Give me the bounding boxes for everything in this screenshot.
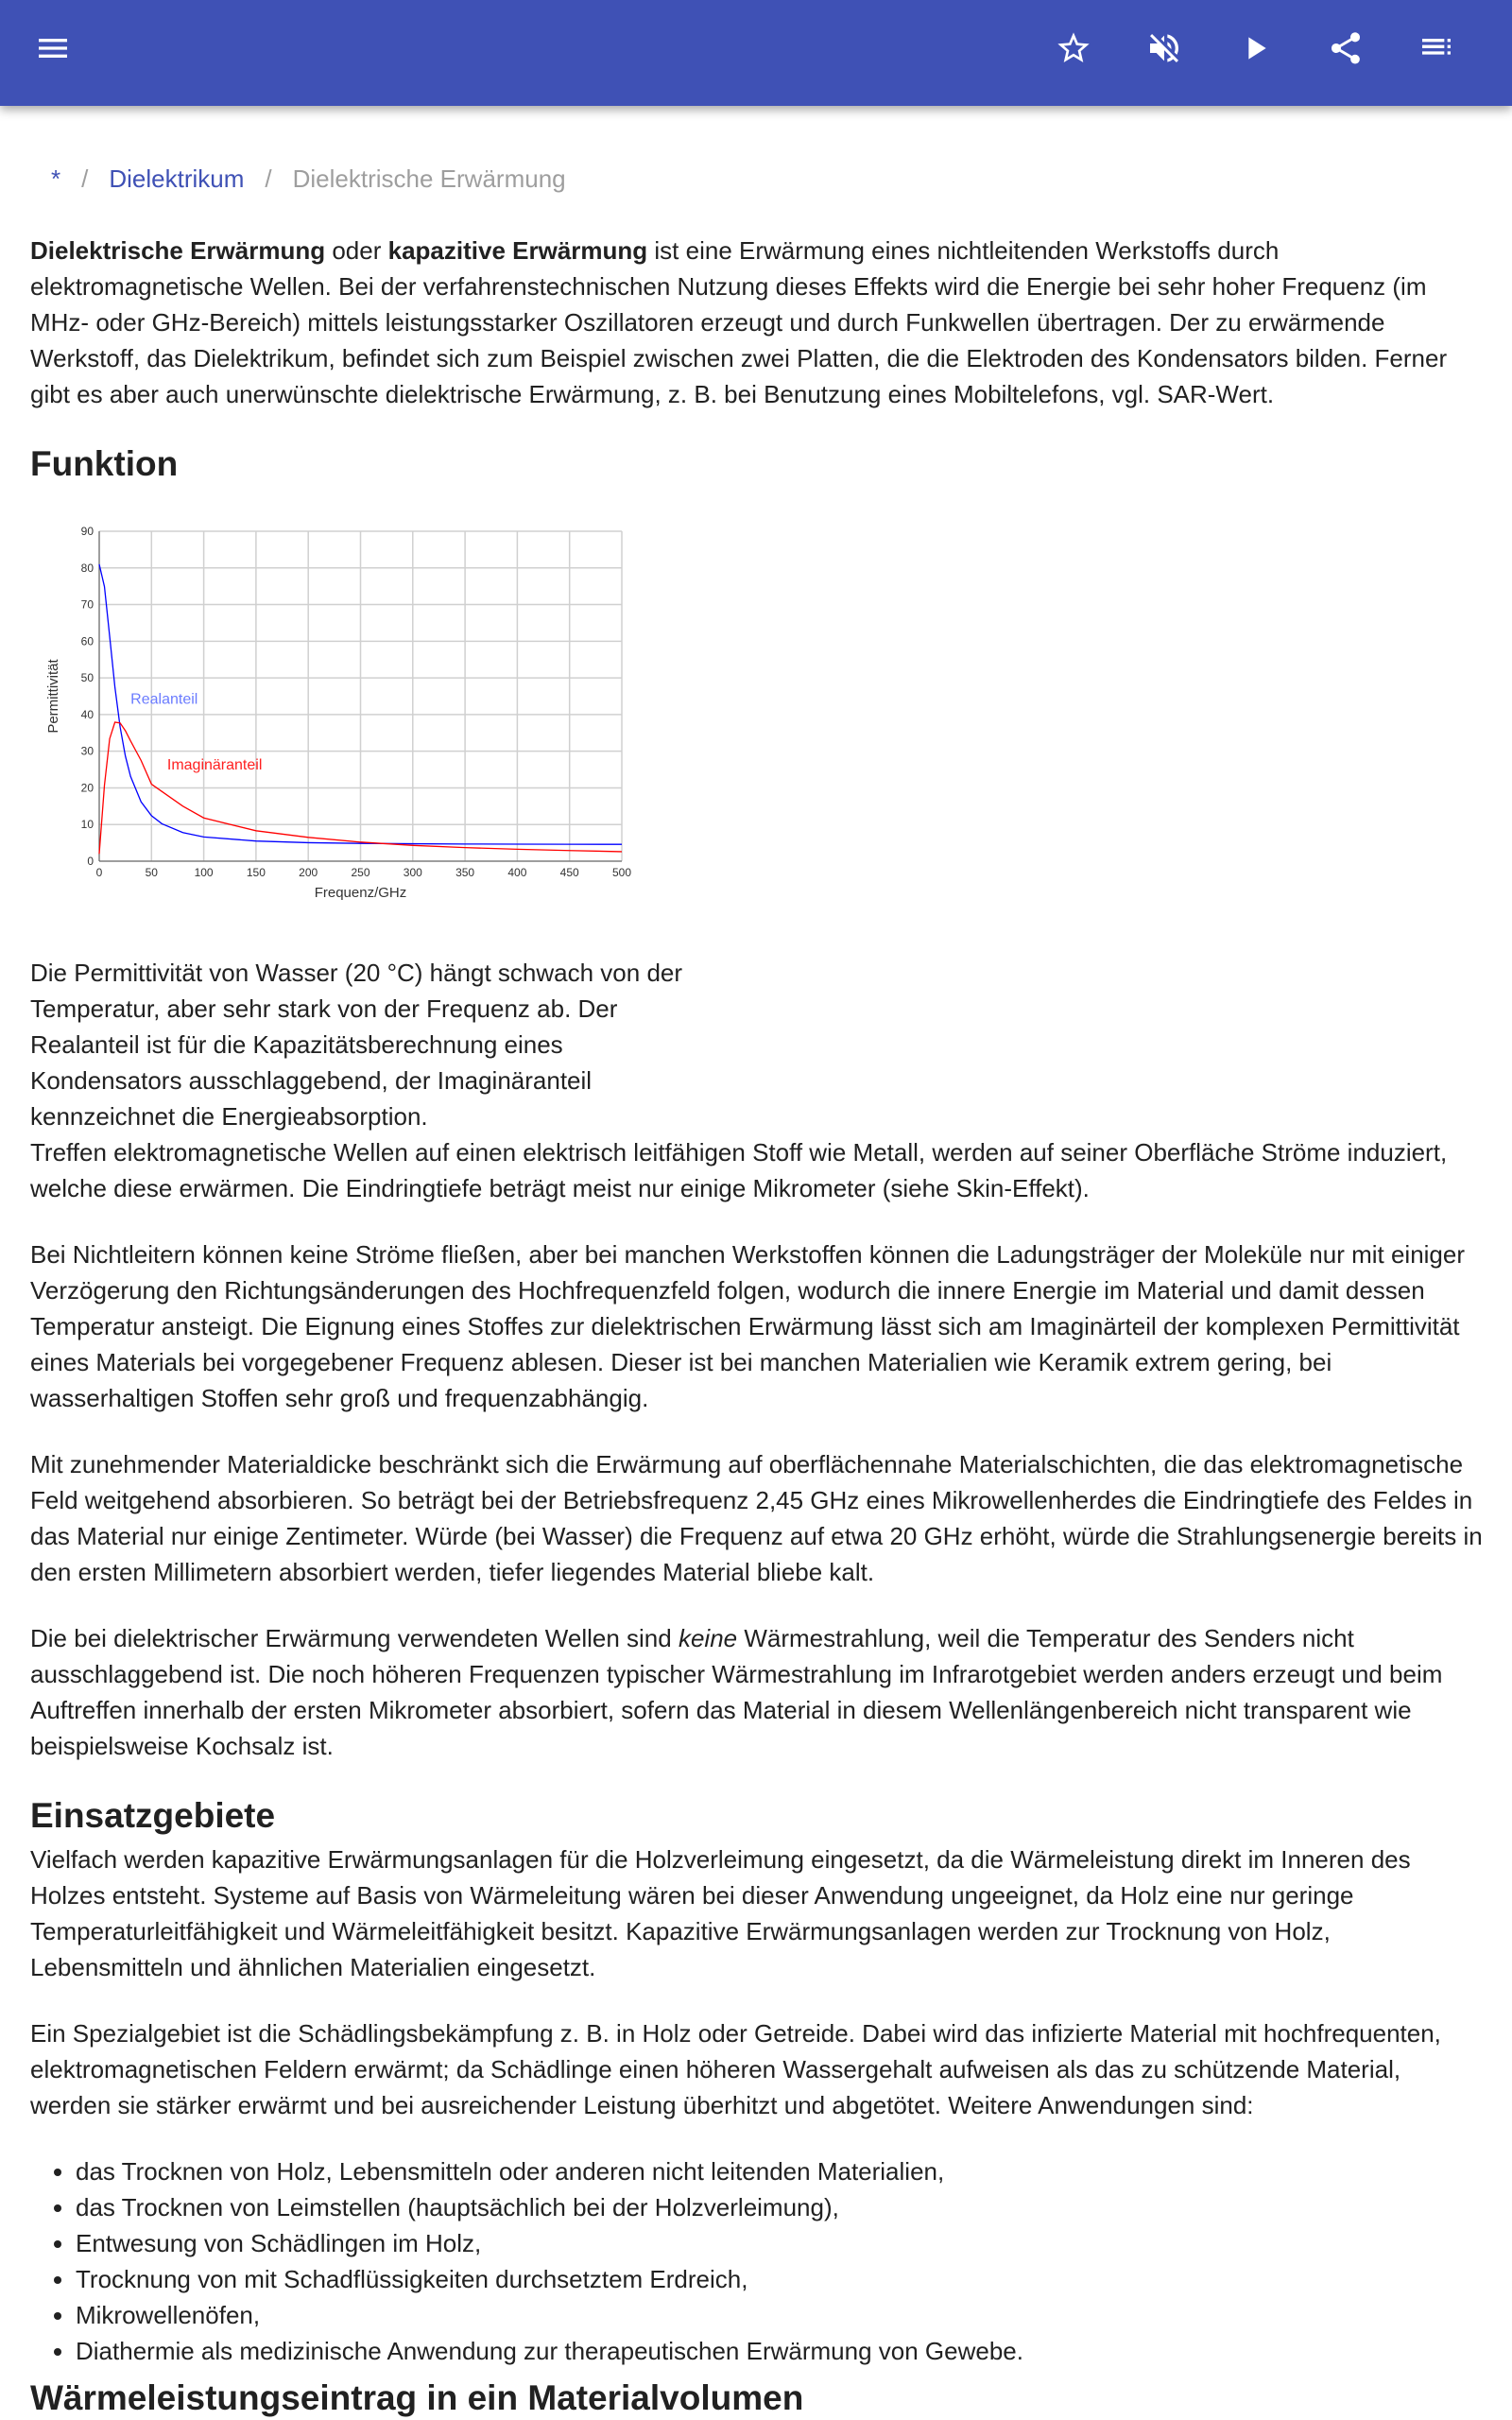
share-button[interactable] (1323, 30, 1368, 76)
breadcrumb (30, 161, 1486, 197)
list-item: • Entwesung von Schädlingen im Holz, (76, 2225, 1486, 2261)
x-tick-label: 0 (95, 866, 103, 879)
list-item: • Trocknung von mit Schadflüssigkeiten durchsetztem Erdreich, (76, 2261, 1486, 2297)
paragraph: Mit zunehmender Materialdicke beschränkt sich die Erwärmung auf oberflächennahe Materialschichten, die das elektromagnetische Feld weitgehend absorbieren. So beträgt bei der Betriebsfrequenz 2,45 GHz eines Mikrowellenherdes die Eindringtiefe des Feldes in das Material nur einige Zentimeter. Würde (bei Wasser) die Frequenz auf etwa 20 GHz erhöht, würde die Strahlungsenergie bereits in den ersten Millimetern absorbiert werden, tiefer liegendes Material bliebe kalt. (30, 1450, 1483, 1586)
text: oder (325, 236, 388, 265)
paragraph (30, 1620, 1486, 1764)
menu-button[interactable] (30, 30, 76, 76)
y-tick-label: 90 (80, 525, 94, 538)
volume-off-icon (1145, 29, 1183, 77)
breadcrumb-parent[interactable]: Dielektrikum (109, 164, 245, 193)
y-tick-label: 30 (80, 744, 94, 758)
series-label: Realanteil (130, 691, 198, 708)
menu-icon (34, 29, 72, 77)
x-tick-label: 400 (507, 866, 527, 879)
y-tick-label: 50 (80, 671, 94, 685)
y-tick-label: 60 (80, 634, 94, 648)
breadcrumb-separator: / (265, 164, 272, 193)
list-item: • Diathermie als medizinische Anwendung zur therapeutischen Erwärmung von Gewebe. (76, 2333, 1486, 2369)
term: Dielektrische Erwärmung (30, 236, 326, 265)
list-item: • Mikrowellenöfen, (76, 2297, 1486, 2333)
play-button[interactable] (1232, 30, 1278, 76)
intro-paragraph (30, 233, 1486, 412)
star-icon (1055, 29, 1092, 77)
x-tick-label: 100 (194, 866, 214, 879)
x-axis-label: Frequenz/GHz (314, 885, 407, 901)
permittivity-chart[interactable] (30, 512, 635, 919)
term: kapazitive Erwärmung (387, 236, 648, 265)
x-tick-label: 300 (403, 866, 422, 879)
text: Die bei dielektrischer Erwärmung verwendeten Wellen sind (30, 1624, 679, 1652)
article (30, 161, 1486, 2420)
paragraph: Treffen elektromagnetische Wellen auf einen elektrisch leitfähigen Stoff wie Metall, werden auf seiner Oberfläche Ströme induziert, welche diese erwärmen. Die Eindringtiefe beträgt meist nur einige Mikrometer (siehe Skin-Effekt). (30, 1138, 1448, 1202)
text: ist eine Erwärmung eines nichtleitenden Werkstoffs durch elektromagnetische Wellen. Bei der verfahrenstechnischen Nutzung dieses Effekts wird die Energie bei sehr hoher Frequenz (im MHz- oder GHz-Bereich) mittels leistungsstarker Oszillatoren erzeugt und durch Funkwellen übertragen. Der zu erwärmende Werkstoff, das Dielektrikum, befindet sich zum Beispiel zwischen zwei Platten, die die Elektroden des Kondensators bilden. Ferner gibt es aber auch unerwünschte dielektrische Erwärmung, z. B. bei Benutzung eines Mobiltelefons, vgl. SAR-Wert. (30, 236, 1448, 408)
y-tick-label: 0 (87, 855, 94, 868)
series-label: Imaginäranteil (166, 757, 263, 774)
x-tick-label: 500 (611, 866, 632, 879)
app-bar (0, 0, 1512, 106)
x-tick-label: 250 (351, 866, 370, 879)
list-item: • das Trocknen von Leimstellen (hauptsächlich bei der Holzverleimung), (76, 2189, 1486, 2225)
breadcrumb-current: Dielektrische Erwärmung (292, 164, 566, 193)
x-tick-label: 200 (299, 866, 318, 879)
x-tick-label: 350 (455, 866, 475, 879)
applications-list (30, 2153, 1486, 2369)
y-tick-label: 10 (80, 818, 94, 832)
chart-svg (30, 512, 635, 919)
y-tick-label: 70 (80, 597, 94, 612)
heading-einsatzgebiete: Einsatzgebiete (30, 1796, 276, 1835)
emphasis: keine (678, 1624, 738, 1652)
paragraph: Ein Spezialgebiet ist die Schädlingsbekämpfung z. B. in Holz oder Getreide. Dabei wird das infizierte Material mit hochfrequenten, elektromagnetischen Feldern erwärmt; da Schädlinge einen höheren Wassergehalt aufweisen als das zu schützende Material, werden sie stärker erwärmt und bei ausreichender Leistung überhitzt und abgetötet. Weitere Anwendungen sind: (30, 2019, 1441, 2119)
bookmark-button[interactable] (1051, 30, 1096, 76)
breadcrumb-home[interactable]: * (51, 164, 61, 193)
play-icon (1236, 29, 1274, 77)
text: Wärmestrahlung, weil die Temperatur des Senders nicht ausschlaggebend ist. Die noch höheren Frequenzen typischer Wärmestrahlung im Infrarotgebiet werden anders erzeugt und beim Auftreffen innerhalb der ersten Mikrometer absorbiert, sofern das Material in diesem Wellenlängenbereich nicht transparent wie beispielsweise Kochsalz ist. (30, 1624, 1443, 1760)
y-tick-label: 40 (80, 707, 94, 721)
mute-button[interactable] (1142, 30, 1187, 76)
x-tick-label: 50 (145, 866, 158, 879)
figure-caption: Die Permittivität von Wasser (20 °C) hängt schwach von der Temperatur, aber sehr stark von der Frequenz ab. Der Realanteil ist für die Kapazitätsberechnung eines Kondensators ausschlaggebend, der Imaginäranteil kennzeichnet die Energieabsorption. (30, 959, 683, 1131)
y-axis-label: Permittivität (45, 659, 61, 734)
x-tick-label: 450 (559, 866, 579, 879)
y-tick-label: 80 (80, 561, 94, 575)
paragraph: Bei Nichtleitern können keine Ströme fließen, aber bei manchen Werkstoffen können die Ladungsträger der Moleküle nur mit einiger Verzögerung den Richtungsänderungen des Hochfrequenzfeld folgen, wodurch die innere Energie im Material und damit dessen Temperatur ansteigt. Die Eignung eines Stoffes zur dielektrischen Erwärmung lässt sich am Imaginärteil der komplexen Permittivität eines Materials bei vorgegebener Frequenz ablesen. Dieser ist bei manchen Materialien wie Keramik extrem gering, bei wasserhaltigen Stoffen sehr groß und frequenzabhängig. (30, 1240, 1466, 1412)
playlist-icon (1418, 29, 1455, 77)
share-icon (1327, 29, 1365, 77)
paragraph: Vielfach werden kapazitive Erwärmungsanlagen für die Holzverleimung eingesetzt, da die Wärmeleistung direkt im Inneren des Holzes entsteht. Systeme auf Basis von Wärmeleitung wären bei dieser Anwendung ungeeignet, da Holz eine nur geringe Temperaturleitfähigkeit und Wärmeleitfähigkeit besitzt. Kapazitive Erwärmungsanlagen werden zur Trocknung von Holz, Lebensmitteln und ähnlichen Materialien eingesetzt. (30, 1845, 1411, 1981)
heading-waermeleistung: Wärmeleistungseintrag in ein Materialvolumen (30, 2378, 804, 2417)
x-tick-label: 150 (246, 866, 266, 879)
breadcrumb-separator: / (81, 164, 89, 193)
playlist-button[interactable] (1414, 30, 1459, 76)
y-tick-label: 20 (80, 781, 94, 795)
heading-funktion: Funktion (30, 444, 179, 483)
list-item: • das Trocknen von Holz, Lebensmitteln oder anderen nicht leitenden Materialien, (76, 2153, 1486, 2189)
